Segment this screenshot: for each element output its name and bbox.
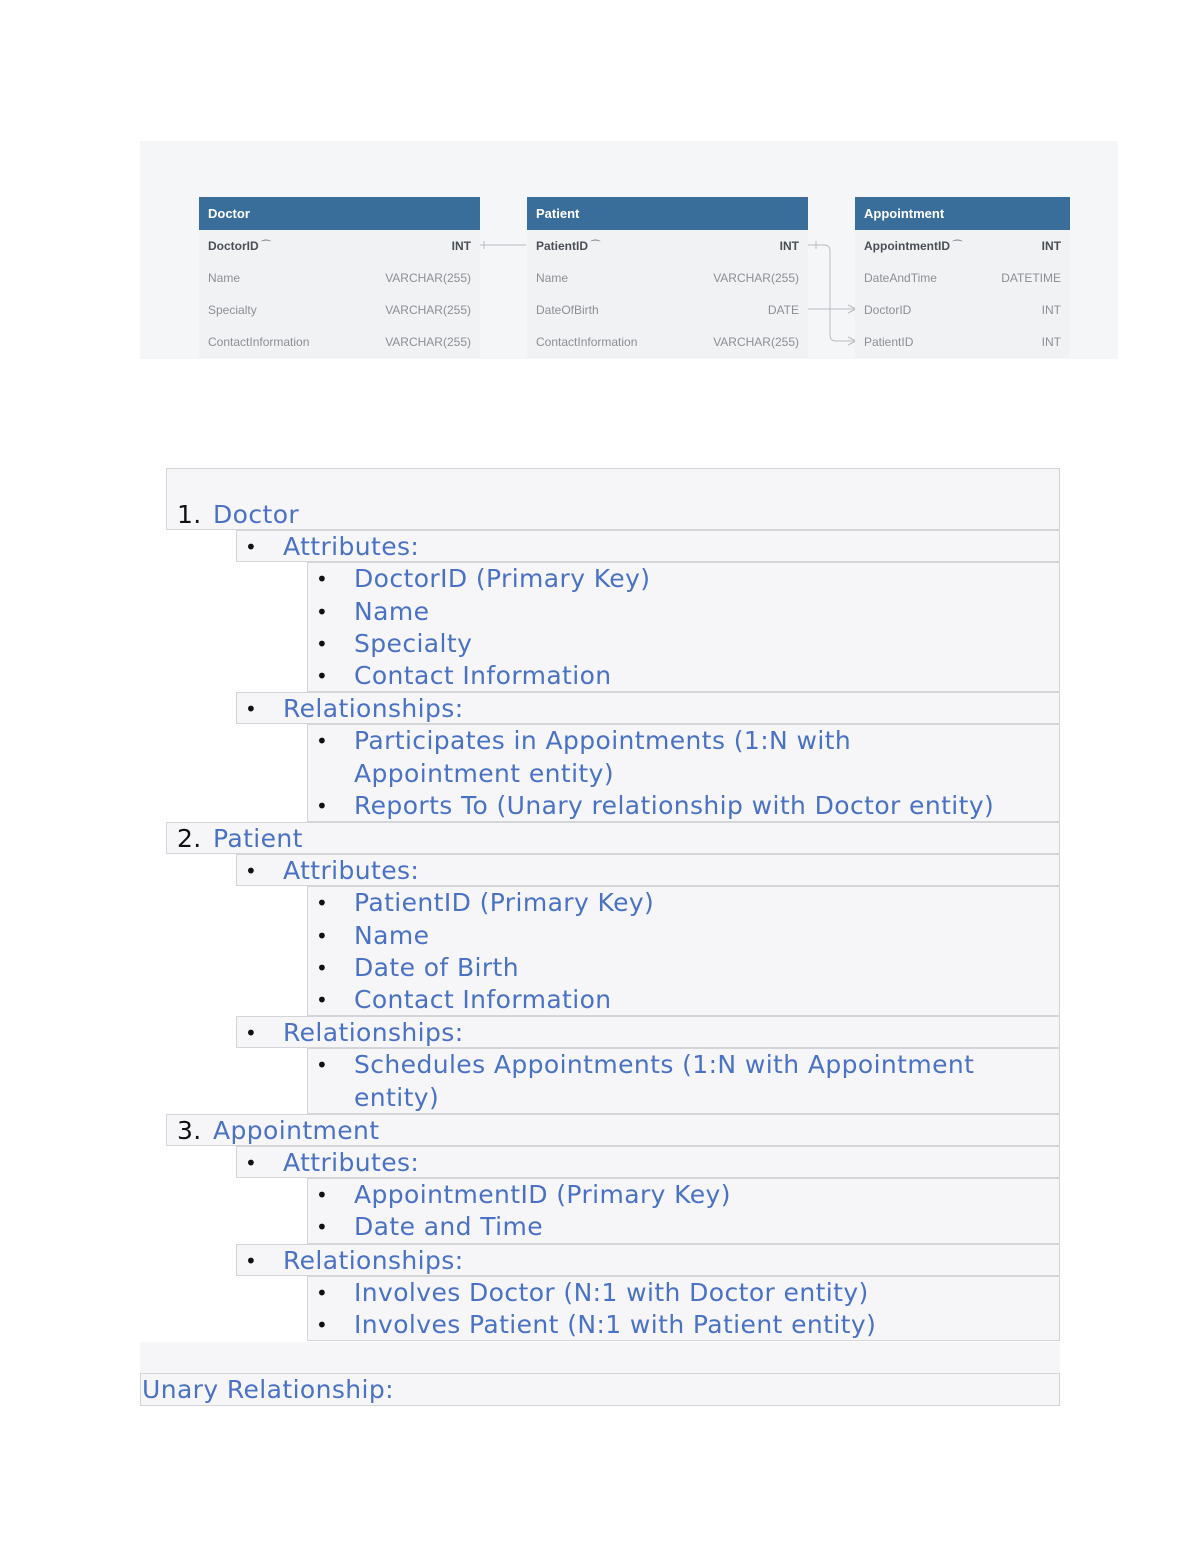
bullet-icon: • [316,1215,329,1240]
attribute-item[interactable]: Contact Information [354,660,612,690]
entity-heading [166,822,1060,854]
entity-heading [166,468,1060,530]
relationship-item[interactable]: Involves Doctor (N:1 with Doctor entity) [354,1277,869,1307]
bullet-icon: • [245,859,258,884]
er-diagram [140,141,1118,359]
entity-header: Doctor [199,197,480,230]
field-name-text: DateAndTime [864,271,937,285]
entity-field [199,326,480,358]
link-icon: ⁀ [953,241,962,253]
relationships-list [307,1048,1060,1113]
list-number: 1. [177,500,202,529]
field-name [208,230,271,263]
bullet-icon: • [316,955,329,980]
field-name-text: Name [536,271,569,285]
relationships-label: Relationships: [283,1245,464,1275]
field-name [536,230,600,263]
attribute-item[interactable]: Date and Time [354,1212,544,1242]
attributes-list [307,886,1060,1016]
unary-relationship-heading [140,1373,1060,1406]
field-type: INT [451,239,471,253]
bullet-icon: • [245,1021,258,1046]
attributes-heading [236,1146,1060,1178]
relationship-item[interactable]: Involves Patient (N:1 with Patient entity) [354,1309,877,1339]
bullet-icon: • [316,923,329,948]
bullet-icon: • [316,1183,329,1208]
relationships-heading [236,692,1060,724]
field-name [208,294,257,326]
bullet-icon: • [316,1053,329,1078]
relationships-list [307,724,1060,822]
entity-field [855,230,1070,262]
attribute-item[interactable]: Contact Information [354,984,612,1014]
attributes-list [307,562,1060,692]
field-name [208,262,240,294]
relationship-item[interactable]: Reports To (Unary relationship with Doctor entity) [354,790,995,820]
field-type: INT [779,239,799,253]
field-name [864,262,937,294]
attributes-label: Attributes: [283,532,420,562]
field-name [864,326,913,358]
entity-field [855,262,1070,294]
attribute-item[interactable]: AppointmentID (Primary Key) [354,1180,731,1210]
attribute-item[interactable]: PatientID (Primary Key) [354,888,655,918]
relationships-heading [236,1016,1060,1048]
field-type: DATE [767,303,799,317]
field-name [536,262,568,294]
field-name-text: ContactInformation [208,335,310,349]
field-name [864,230,962,263]
relationship-item[interactable]: Participates in Appointments (1:N with [354,726,852,756]
entity-field [199,230,480,262]
field-type: DATETIME [1001,271,1061,285]
field-name-text: DoctorID [864,303,912,317]
unary-relationship-label: Unary Relationship: [142,1375,394,1404]
entity-field [199,262,480,294]
field-type: VARCHAR(255) [385,303,471,317]
bullet-icon: • [316,1280,329,1305]
attributes-heading [236,530,1060,562]
relationships-label: Relationships: [283,1018,464,1048]
link-icon: ⁀ [591,241,600,253]
entity-doctor[interactable] [199,197,480,358]
bullet-icon: • [245,697,258,722]
field-name [536,326,637,358]
bullet-icon: • [245,1248,258,1273]
attributes-heading [236,854,1060,886]
field-name-text: DateOfBirth [536,303,599,317]
field-name [864,294,911,326]
entity-field [527,326,808,358]
relationship-item[interactable]: Schedules Appointments (1:N with Appointment [354,1050,975,1080]
list-number: 3. [177,1115,202,1145]
field-name-text: PatientID [864,335,914,349]
entity-link-doctor[interactable]: Doctor [213,500,300,529]
attributes-list [307,1178,1060,1243]
relationships-list [307,1276,1060,1341]
field-type: VARCHAR(255) [385,335,471,349]
entity-appointment[interactable] [855,197,1070,358]
entity-field [855,294,1070,326]
bullet-icon: • [245,535,258,560]
field-name [208,326,309,358]
bullet-icon: • [316,793,329,818]
bullet-icon: • [316,987,329,1012]
field-type: VARCHAR(255) [713,271,799,285]
entity-heading [166,1114,1060,1146]
entity-link-patient[interactable]: Patient [213,824,303,853]
bullet-icon: • [316,663,329,688]
relationship-item[interactable]: entity) [354,1082,440,1112]
bullet-icon: • [316,631,329,656]
entity-header: Patient [527,197,808,230]
bullet-icon: • [245,1151,258,1175]
attribute-item[interactable]: DoctorID (Primary Key) [354,564,651,594]
attributes-label: Attributes: [283,1148,420,1177]
field-type: VARCHAR(255) [713,335,799,349]
attributes-label: Attributes: [283,856,420,886]
entity-field [199,294,480,326]
field-type: INT [1041,239,1061,253]
field-name-text: PatientID [536,239,589,253]
field-name-text: DoctorID [208,239,259,253]
relationship-item[interactable]: Appointment entity) [354,758,614,788]
bullet-icon: • [316,1312,329,1337]
entity-field [527,294,808,326]
entity-header: Appointment [855,197,1070,230]
bullet-icon: • [316,599,329,624]
attribute-item[interactable]: Name [354,920,430,950]
blank-line [140,1342,1060,1373]
field-name [536,294,599,326]
entity-field [855,326,1070,358]
attribute-item[interactable]: Specialty [354,628,473,658]
field-name-text: ContactInformation [536,335,638,349]
bullet-icon: • [316,567,329,592]
list-number: 2. [177,824,202,853]
attribute-item[interactable]: Name [354,596,430,626]
entity-field [527,262,808,294]
link-icon: ⁀ [261,241,271,253]
field-name-text: Specialty [208,303,257,317]
field-name-text: AppointmentID [864,239,950,253]
entity-field [527,230,808,262]
attribute-item[interactable]: Date of Birth [354,952,519,982]
connector-patient-appointment [808,245,856,341]
relationships-label: Relationships: [283,694,464,724]
field-type: INT [1041,303,1061,317]
entity-patient[interactable] [527,197,808,358]
bullet-icon: • [316,891,329,916]
bullet-icon: • [316,729,329,754]
field-type: VARCHAR(255) [385,271,471,285]
relationships-heading [236,1244,1060,1276]
field-name-text: Name [208,271,241,285]
entity-link-appointment[interactable]: Appointment [213,1115,380,1145]
field-type: INT [1041,335,1061,349]
